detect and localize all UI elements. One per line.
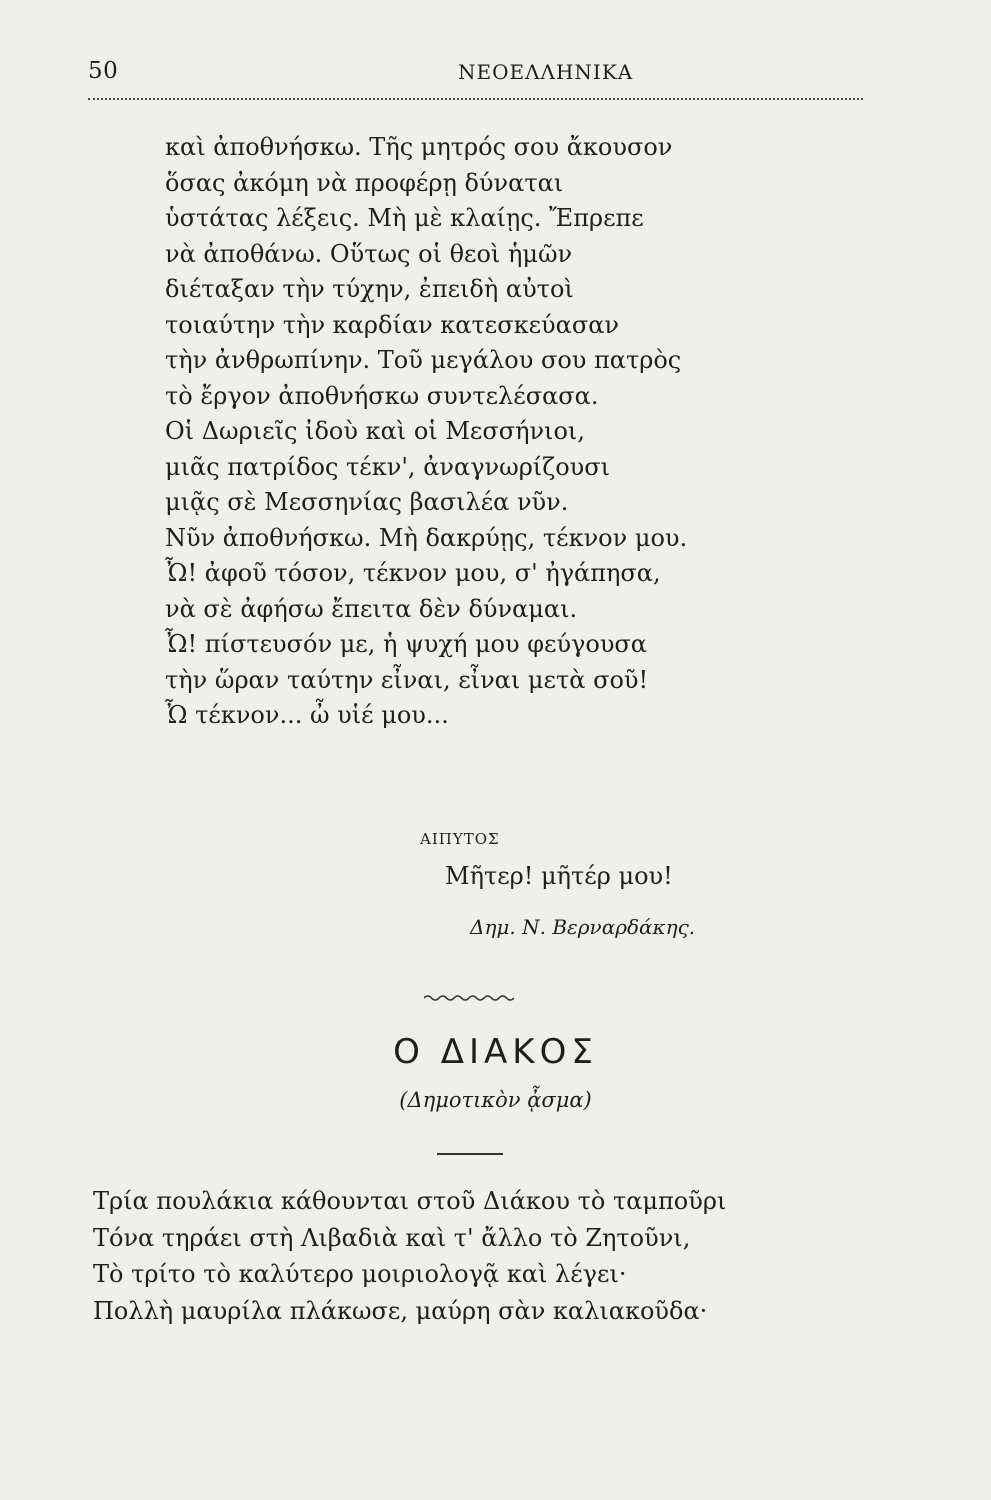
song-line: Τὸ τρίτο τὸ καλύτερο μοιριολογᾷ καὶ λέγει·	[93, 1260, 627, 1288]
wavy-ornament	[424, 994, 514, 1002]
poem-line: νὰ ἀποθάνω. Οὕτως οἱ θεοὶ ἡμῶν	[165, 239, 573, 268]
poem-line: μιᾶς πατρίδος τέκν', ἀναγνωρίζουσι	[165, 452, 611, 481]
poem-line: νὰ σὲ ἀφήσω ἔπειτα δὲν δύναμαι.	[165, 594, 578, 623]
page-number: 50	[88, 58, 119, 84]
song-line: Πολλὴ μαυρίλα πλάκωσε, μαύρη σὰν καλιακοῦδα·	[93, 1296, 708, 1325]
poem-line: τὸ ἔργον ἀποθνήσκω συντελέσασα.	[165, 381, 599, 410]
page-header	[88, 58, 863, 98]
speaker-reply: Μῆτερ! μῆτέρ μου!	[445, 862, 673, 890]
song-line: Τόνα τηράει στὴ Λιβαδιὰ καὶ τ' ἄλλο τὸ Ζητοῦνι,	[93, 1223, 691, 1252]
song-line: Τρία πουλάκια κάθουνται στοῦ Διάκου τὸ ταμποῦρι	[93, 1187, 727, 1215]
poem-line: τὴν ἀνθρωπίνην. Τοῦ μεγάλου σου πατρὸς	[165, 346, 682, 374]
poem-line: μιᾷς σὲ Μεσσηνίας βασιλέα νῦν.	[165, 488, 569, 516]
poem-line: ὅσας ἀκόμη νὰ προφέρῃ δύναται	[165, 168, 564, 197]
song-title: Ο ΔΙΑΚΟΣ	[393, 1032, 598, 1072]
poem-line: ὑστάτας λέξεις. Μὴ μὲ κλαίῃς. Ἔπρεπε	[165, 204, 644, 232]
poem-line: Ὦ τέκνον... ὦ υἱέ μου...	[165, 701, 449, 729]
poem-line: Οἱ Δωριεῖς ἰδοὺ καὶ οἱ Μεσσήνιοι,	[165, 417, 585, 445]
song-verses	[93, 1183, 873, 1329]
poem-excerpt	[165, 130, 785, 734]
poem-line: Ὦ! ἀφοῦ τόσον, τέκνον μου, σ' ἠγάπησα,	[165, 559, 661, 587]
speaker-name: ΑΙΠΥΤΟΣ	[420, 830, 500, 848]
running-title: ΝΕΟΕΛΛΗΝΙΚΑ	[458, 60, 634, 84]
poem-line: τοιαύτην τὴν καρδίαν κατεσκεύασαν	[165, 310, 619, 339]
poem-line: διέταξαν τὴν τύχην, ἐπειδὴ αὐτοὶ	[165, 275, 574, 303]
section-rule	[437, 1153, 503, 1155]
poem-line: καὶ ἀποθνήσκω. Τῆς μητρός σου ἄκουσον	[165, 133, 673, 161]
poem-line: Ὦ! πίστευσόν με, ἡ ψυχή μου φεύγουσα	[165, 630, 648, 658]
author-signature: Δημ. Ν. Βερναρδάκης.	[470, 915, 696, 939]
song-subtitle: (Δημοτικὸν ᾆσμα)	[399, 1088, 592, 1112]
poem-line: τὴν ὥραν ταύτην εἶναι, εἶναι μετὰ σοῦ!	[165, 665, 649, 694]
header-rule	[88, 98, 863, 100]
poem-line: Νῦν ἀποθνήσκω. Μὴ δακρύῃς, τέκνον μου.	[165, 523, 688, 552]
